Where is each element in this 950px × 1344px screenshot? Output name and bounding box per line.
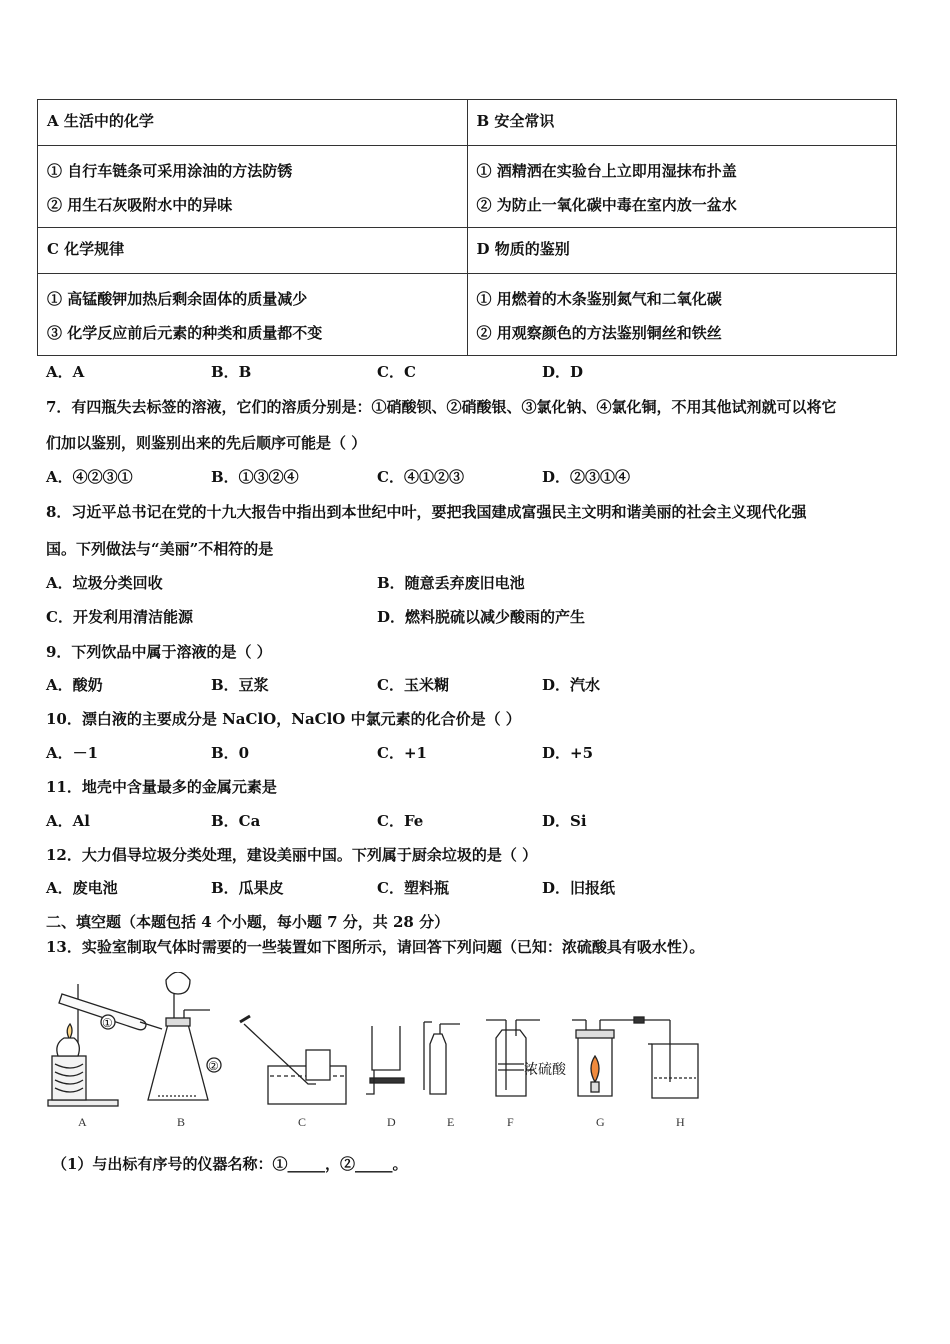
q7-stem-line-2: 们加以鉴别，则鉴别出来的先后顺序可能是（ ） [46, 434, 367, 452]
apparatus-drawing [40, 972, 730, 1132]
q6-c-line-1: ① 高锰酸钾加热后剩余固体的质量减少 [47, 290, 308, 308]
q6-d-line-1: ① 用燃着的木条鉴别氮气和二氧化碳 [476, 290, 722, 308]
apparatus-d-drawing [366, 1026, 404, 1094]
q12-option-a[interactable]: A．废电池 [46, 879, 118, 897]
q8-stem-line-1: 8．习近平总书记在党的十九大报告中指出到本世纪中叶，要把我国建成富强民主文明和谐美丽的社会主义现代化强 [46, 503, 807, 521]
apparatus-label-f: F [507, 1115, 514, 1129]
q10-option-c[interactable]: C．+1 [377, 744, 427, 762]
q11-option-a[interactable]: A．Al [46, 812, 90, 830]
q13-stem: 13．实验室制取气体时需要的一些装置如下图所示，请回答下列问题（已知：浓硫酸具有吸水性）。 [46, 938, 705, 956]
apparatus-h-drawing [648, 1020, 698, 1098]
q9-option-c[interactable]: C．玉米糊 [377, 676, 449, 694]
q6-d-line-2: ② 用观察颜色的方法鉴别铜丝和铁丝 [476, 324, 722, 342]
q7-option-b[interactable]: B．①③②④ [211, 468, 299, 486]
q13-apparatus-figure [40, 972, 730, 1132]
q6-cell-c-content [38, 274, 468, 356]
q6-a-line-2: ② 用生石灰吸附水中的异味 [47, 196, 233, 214]
q10-option-a[interactable]: A．－1 [46, 744, 99, 762]
q11-option-c[interactable]: C．Fe [377, 812, 424, 830]
q7-option-d[interactable]: D．②③①④ [542, 468, 631, 486]
q6-option-b[interactable]: B．B [211, 363, 252, 381]
apparatus-a-drawing [48, 984, 162, 1106]
marker-1: ① [102, 1016, 113, 1030]
apparatus-label-b: B [177, 1115, 186, 1129]
q6-cell-d-content [467, 274, 897, 356]
q11-option-b[interactable]: B．Ca [211, 812, 261, 830]
q10-stem: 10．漂白液的主要成分是 NaClO，NaClO 中氯元素的化合价是（ ） [46, 710, 521, 728]
q6-option-table [37, 99, 897, 356]
q10-option-d[interactable]: D．+5 [542, 744, 594, 762]
q12-option-d[interactable]: D．旧报纸 [542, 879, 616, 897]
q10-option-b[interactable]: B．0 [211, 744, 250, 762]
q7-option-c[interactable]: C．④①②③ [377, 468, 464, 486]
apparatus-c-drawing [240, 1016, 346, 1104]
q9-option-b[interactable]: B．豆浆 [211, 676, 269, 694]
apparatus-label-g: G [596, 1115, 605, 1129]
q9-stem: 9．下列饮品中属于溶液的是（ ） [46, 643, 272, 661]
q6-a-line-1: ① 自行车链条可采用涂油的方法防锈 [47, 162, 293, 180]
q9-option-d[interactable]: D．汽水 [542, 676, 601, 694]
q12-option-c[interactable]: C．塑料瓶 [377, 879, 449, 897]
q6-cell-c-title: C 化学规律 [38, 228, 468, 274]
q6-cell-b-title: B 安全常识 [467, 100, 897, 146]
q6-option-a[interactable]: A．A [46, 363, 85, 381]
q6-cell-a-title: A 生活中的化学 [38, 100, 468, 146]
q7-stem-line-1: 7．有四瓶失去标签的溶液，它们的溶质分别是：①硝酸钡、②硝酸银、③氯化钠、④氯化铜，不用其他试剂就可以将它 [46, 398, 837, 416]
q6-option-c[interactable]: C．C [377, 363, 416, 381]
q6-cell-a-content [38, 146, 468, 228]
q6-b-line-1: ① 酒精洒在实验台上立即用湿抹布扑盖 [476, 162, 737, 180]
q13-sub-question-1: （1）与出标有序号的仪器名称：①_____，②_____。 [52, 1155, 408, 1173]
q8-option-b[interactable]: B．随意丢弃废旧电池 [377, 574, 525, 592]
q6-cell-d-title: D 物质的鉴别 [467, 228, 897, 274]
q7-option-a[interactable]: A．④②③① [46, 468, 133, 486]
q9-option-a[interactable]: A．酸奶 [46, 676, 103, 694]
apparatus-label-d: D [387, 1115, 396, 1129]
apparatus-label-a: A [78, 1115, 87, 1129]
apparatus-label-e: E [447, 1115, 455, 1129]
q6-cell-b-content [467, 146, 897, 228]
q6-c-line-2: ③ 化学反应前后元素的种类和质量都不变 [47, 324, 323, 342]
apparatus-label-h: H [676, 1115, 685, 1129]
q6-b-line-2: ② 为防止一氧化碳中毒在室内放一盆水 [476, 196, 737, 214]
apparatus-label-c: C [298, 1115, 307, 1129]
q8-option-a[interactable]: A．垃圾分类回收 [46, 574, 163, 592]
apparatus-b-drawing [148, 972, 210, 1100]
apparatus-e-drawing [424, 1022, 460, 1094]
q8-stem-line-2: 国。下列做法与“美丽”不相符的是 [46, 540, 274, 558]
q8-option-d[interactable]: D．燃料脱硫以减少酸雨的产生 [377, 608, 586, 626]
q6-option-d[interactable]: D．D [542, 363, 584, 381]
q12-option-b[interactable]: B．瓜果皮 [211, 879, 284, 897]
marker-2: ② [208, 1059, 219, 1073]
q8-option-c[interactable]: C．开发利用清洁能源 [46, 608, 193, 626]
reagent-label: 浓硫酸 [524, 1063, 566, 1078]
q11-option-d[interactable]: D．Si [542, 812, 587, 830]
q12-stem: 12．大力倡导垃圾分类处理，建设美丽中国。下列属于厨余垃圾的是（ ） [46, 846, 538, 864]
apparatus-f-drawing [486, 1020, 540, 1096]
section-2-heading: 二、填空题（本题包括 4 个小题，每小题 7 分，共 28 分） [46, 913, 450, 931]
q11-stem: 11．地壳中含量最多的金属元素是 [46, 778, 277, 796]
